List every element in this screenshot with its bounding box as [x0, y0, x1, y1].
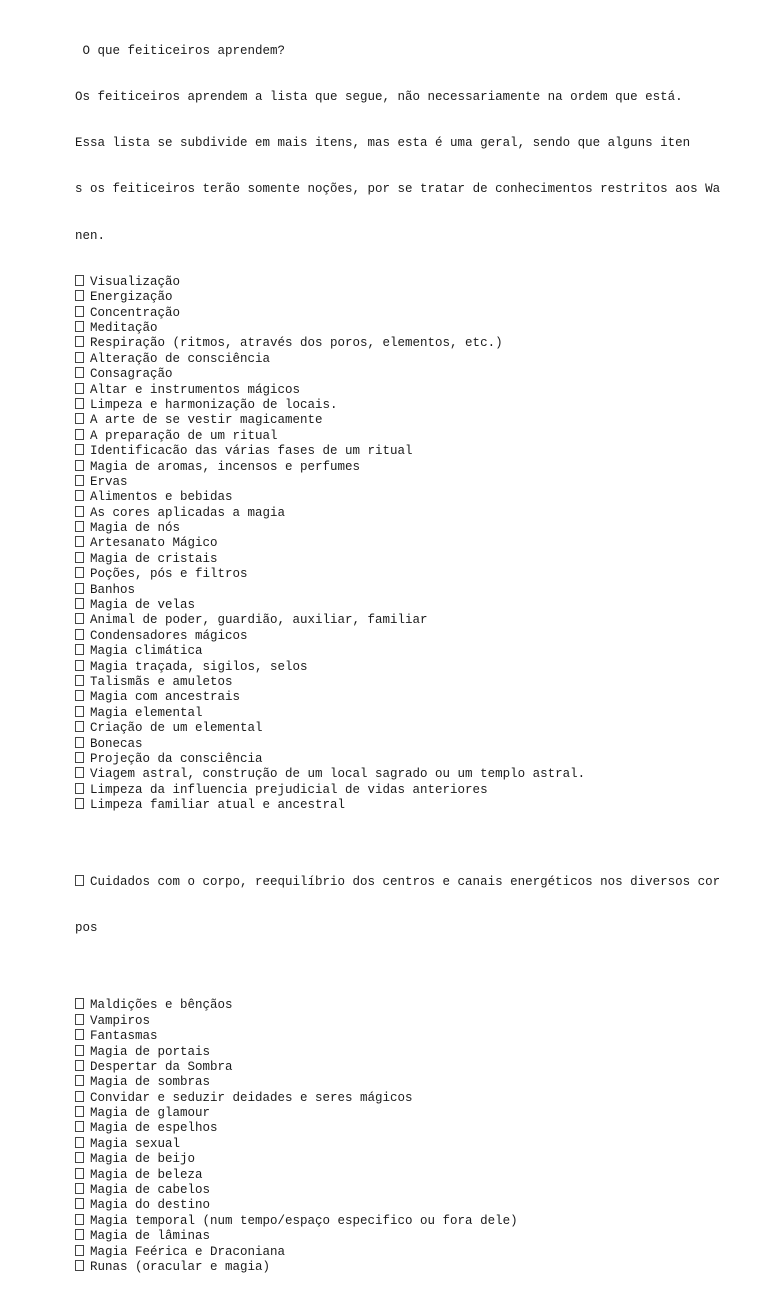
missing-glyph-box-icon — [75, 1198, 84, 1209]
list-item-label: Criação de um elemental — [90, 721, 263, 736]
list-item — [75, 1214, 725, 1229]
list-item — [75, 675, 725, 690]
list-item — [75, 783, 725, 798]
missing-glyph-box-icon — [75, 398, 84, 409]
list-item — [75, 737, 725, 752]
list-item-label: A arte de se vestir magicamente — [90, 413, 323, 428]
list-item — [75, 1183, 725, 1198]
list-item-label: Magia de cristais — [90, 551, 218, 566]
list-item — [75, 844, 725, 967]
list-item-label: Magia do destino — [90, 1198, 211, 1213]
missing-glyph-box-icon — [75, 1152, 84, 1163]
missing-glyph-box-icon — [75, 798, 84, 809]
list-item — [75, 1075, 725, 1090]
list-item-label: Projeção da consciência — [90, 751, 263, 766]
missing-glyph-box-icon — [75, 413, 84, 424]
list-item-label: Despertar da Sombra — [90, 1059, 233, 1074]
missing-glyph-box-icon — [75, 1106, 84, 1117]
missing-glyph-box-icon — [75, 1075, 84, 1086]
list-item-label: Banhos — [90, 582, 136, 597]
missing-glyph-box-icon — [75, 767, 84, 778]
missing-glyph-box-icon — [75, 1060, 84, 1071]
missing-glyph-box-icon — [75, 567, 84, 578]
list-item-label: Magia Feérica e Draconiana — [90, 1244, 286, 1259]
list-item-label: Limpeza e harmonização de locais. — [90, 397, 338, 412]
list-item-label: Magia elemental — [90, 705, 203, 720]
missing-glyph-box-icon — [75, 521, 84, 532]
missing-glyph-box-icon — [75, 1137, 84, 1148]
list-item — [75, 321, 725, 336]
list-item — [75, 475, 725, 490]
missing-glyph-box-icon — [75, 336, 84, 347]
missing-glyph-box-icon — [75, 275, 84, 286]
list-item — [75, 336, 725, 351]
list-item-label: Consagração — [90, 367, 173, 382]
list-item-label: Magia de portais — [90, 1044, 211, 1059]
list-item — [75, 1029, 725, 1044]
topic-list-continued — [75, 998, 725, 1275]
list-item-label: Energização — [90, 290, 173, 305]
list-item-label: Viagem astral, construção de um local sagrado ou um templo astral. — [90, 767, 586, 782]
missing-glyph-box-icon — [75, 783, 84, 794]
list-item — [75, 552, 725, 567]
list-item-label: Magia de velas — [90, 598, 196, 613]
list-item — [75, 629, 725, 644]
missing-glyph-box-icon — [75, 690, 84, 701]
missing-glyph-box-icon — [75, 321, 84, 332]
list-item-label: Alimentos e bebidas — [90, 490, 233, 505]
list-item-label: Meditação — [90, 321, 158, 335]
list-item — [75, 429, 725, 444]
list-item-continuation: pos — [75, 921, 98, 936]
list-item-label: Concentração — [90, 305, 181, 320]
list-item-label: Vampiros — [90, 1013, 151, 1028]
missing-glyph-box-icon — [75, 752, 84, 763]
missing-glyph-box-icon — [75, 1183, 84, 1194]
list-item — [75, 460, 725, 475]
list-item — [75, 798, 725, 813]
list-item-label: As cores aplicadas a magia — [90, 505, 286, 520]
list-item — [75, 598, 725, 613]
list-item — [75, 1245, 725, 1260]
list-item — [75, 690, 725, 705]
list-item — [75, 567, 725, 582]
list-item — [75, 1014, 725, 1029]
missing-glyph-box-icon — [75, 1245, 84, 1256]
missing-glyph-box-icon — [75, 536, 84, 547]
list-item-label: Magia temporal (num tempo/espaço especifico ou fora dele) — [90, 1213, 518, 1228]
missing-glyph-box-icon — [75, 1029, 84, 1040]
list-item — [75, 1045, 725, 1060]
list-item-label: Animal de poder, guardião, auxiliar, familiar — [90, 613, 428, 628]
list-item — [75, 613, 725, 628]
list-item-label: Altar e instrumentos mágicos — [90, 382, 301, 397]
list-item-label: Poções, pós e filtros — [90, 567, 248, 582]
list-item-label: Magia sexual — [90, 1136, 181, 1151]
missing-glyph-box-icon — [75, 629, 84, 640]
missing-glyph-box-icon — [75, 1014, 84, 1025]
list-item-label: Magia de beleza — [90, 1167, 203, 1182]
list-item-label: Artesanato Mágico — [90, 536, 218, 551]
intro-line: s os feiticeiros terão somente noções, por se tratar de conhecimentos restritos aos Wa — [75, 182, 721, 197]
list-item-label: Identificacão das várias fases de um ritual — [90, 444, 413, 459]
list-item-label: Magia de nós — [90, 521, 181, 536]
list-item — [75, 506, 725, 521]
list-item-label: Visualização — [90, 274, 181, 289]
list-item — [75, 352, 725, 367]
list-item — [75, 521, 725, 536]
list-item — [75, 367, 725, 382]
list-item-label: Magia de beijo — [90, 1152, 196, 1167]
list-item — [75, 275, 725, 290]
missing-glyph-box-icon — [75, 1121, 84, 1132]
intro-line: nen. — [75, 228, 106, 243]
list-item — [75, 444, 725, 459]
missing-glyph-box-icon — [75, 613, 84, 624]
missing-glyph-box-icon — [75, 644, 84, 655]
missing-glyph-box-icon — [75, 598, 84, 609]
list-item-label: Talismãs e amuletos — [90, 674, 233, 689]
list-item — [75, 767, 725, 782]
missing-glyph-box-icon — [75, 290, 84, 301]
list-item — [75, 721, 725, 736]
list-item — [75, 1091, 725, 1106]
list-item — [75, 644, 725, 659]
list-item — [75, 752, 725, 767]
list-item-label: Magia de cabelos — [90, 1183, 211, 1198]
list-item-label: Bonecas — [90, 736, 143, 751]
missing-glyph-box-icon — [75, 367, 84, 378]
list-item-label: Maldições e bênçãos — [90, 998, 233, 1013]
list-item — [75, 306, 725, 321]
list-item-label: Runas (oracular e magia) — [90, 1259, 271, 1274]
missing-glyph-box-icon — [75, 429, 84, 440]
list-item-label: Fantasmas — [90, 1029, 158, 1044]
missing-glyph-box-icon — [75, 998, 84, 1009]
list-item-label: Limpeza da influencia prejudicial de vidas anteriores — [90, 782, 488, 797]
list-item — [75, 1137, 725, 1152]
list-item — [75, 290, 725, 305]
list-item-label: A preparação de um ritual — [90, 428, 278, 443]
missing-glyph-box-icon — [75, 721, 84, 732]
list-item-label: Magia de sombras — [90, 1075, 211, 1090]
list-item — [75, 998, 725, 1013]
document-text — [75, 13, 725, 1306]
missing-glyph-box-icon — [75, 444, 84, 455]
list-item-label: Magia de glamour — [90, 1106, 211, 1121]
list-item — [75, 706, 725, 721]
missing-glyph-box-icon — [75, 706, 84, 717]
list-item — [75, 1229, 725, 1244]
list-item — [75, 1152, 725, 1167]
missing-glyph-box-icon — [75, 1045, 84, 1056]
missing-glyph-box-icon — [75, 1091, 84, 1102]
list-item-label: Magia traçada, sigilos, selos — [90, 659, 308, 674]
list-item — [75, 1106, 725, 1121]
list-item — [75, 660, 725, 675]
list-item-label: Magia de espelhos — [90, 1121, 218, 1136]
list-item-label: Magia climática — [90, 644, 203, 659]
list-item — [75, 583, 725, 598]
list-item-label: Limpeza familiar atual e ancestral — [90, 798, 346, 813]
missing-glyph-box-icon — [75, 675, 84, 686]
list-item — [75, 398, 725, 413]
missing-glyph-box-icon — [75, 475, 84, 486]
list-item — [75, 1060, 725, 1075]
intro-line: Os feiticeiros aprendem a lista que segue, não necessariamente na ordem que está. — [75, 90, 683, 105]
missing-glyph-box-icon — [75, 383, 84, 394]
list-item-label: Respiração (ritmos, através dos poros, elementos, etc.) — [90, 336, 503, 351]
list-item-label: Magia de aromas, incensos e perfumes — [90, 459, 361, 474]
missing-glyph-box-icon — [75, 352, 84, 363]
intro-line: Essa lista se subdivide em mais itens, mas esta é uma geral, sendo que alguns iten — [75, 136, 691, 151]
list-item — [75, 1121, 725, 1136]
list-item — [75, 413, 725, 428]
list-item-label: Cuidados com o corpo, reequilíbrio dos centros e canais energéticos nos diversos cor — [90, 875, 721, 890]
list-item-label: Magia de lâminas — [90, 1229, 211, 1244]
missing-glyph-box-icon — [75, 583, 84, 594]
list-item-label: Alteração de consciência — [90, 351, 271, 366]
missing-glyph-box-icon — [75, 552, 84, 563]
list-item-label: Condensadores mágicos — [90, 628, 248, 643]
missing-glyph-box-icon — [75, 490, 84, 501]
missing-glyph-box-icon — [75, 1214, 84, 1225]
document-title: O que feiticeiros aprendem? — [75, 43, 286, 58]
missing-glyph-box-icon — [75, 875, 84, 886]
missing-glyph-box-icon — [75, 506, 84, 517]
list-item — [75, 383, 725, 398]
list-item-label: Ervas — [90, 474, 128, 489]
list-item-label: Convidar e seduzir deidades e seres mágicos — [90, 1090, 413, 1105]
list-item — [75, 1260, 725, 1275]
missing-glyph-box-icon — [75, 1229, 84, 1240]
missing-glyph-box-icon — [75, 460, 84, 471]
list-item — [75, 536, 725, 551]
list-item — [75, 1168, 725, 1183]
list-item — [75, 1198, 725, 1213]
missing-glyph-box-icon — [75, 1260, 84, 1271]
missing-glyph-box-icon — [75, 737, 84, 748]
list-item-label: Magia com ancestrais — [90, 690, 241, 705]
missing-glyph-box-icon — [75, 1168, 84, 1179]
missing-glyph-box-icon — [75, 660, 84, 671]
topic-list — [75, 275, 725, 814]
list-item — [75, 490, 725, 505]
missing-glyph-box-icon — [75, 306, 84, 317]
